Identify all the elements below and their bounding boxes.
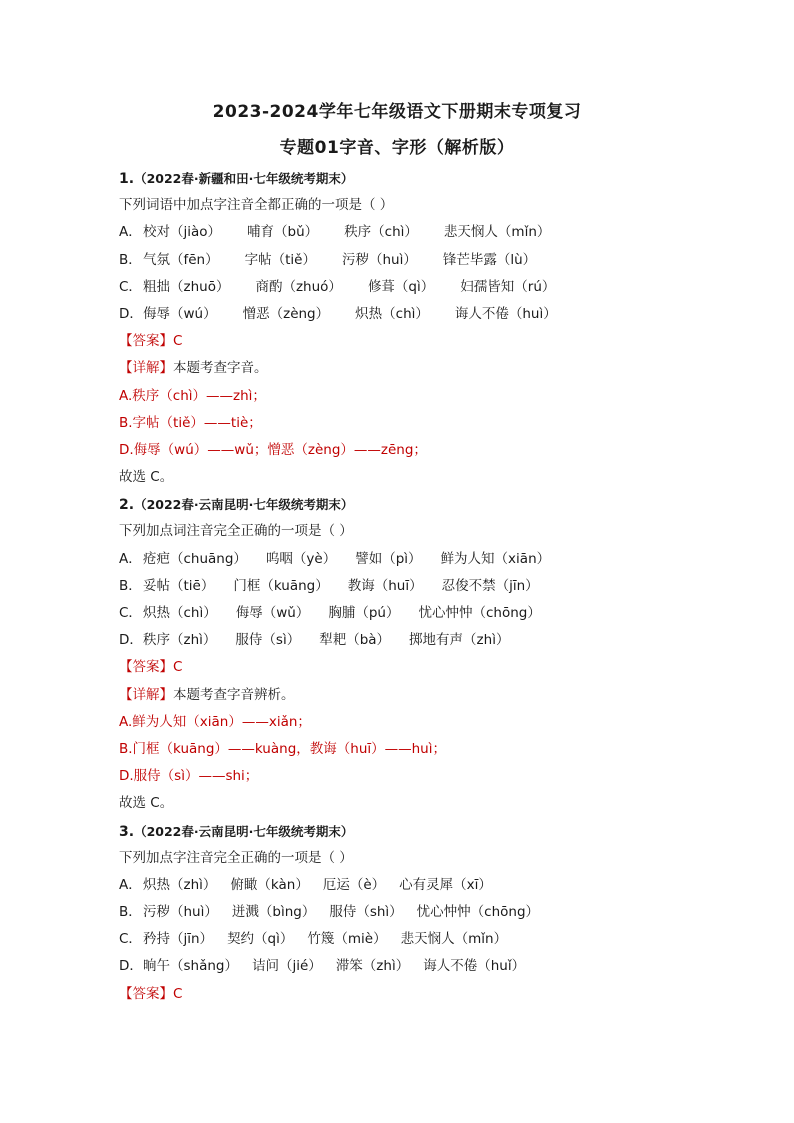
document-content <box>119 165 719 1008</box>
option-word: 掷地有声（zhì） <box>409 632 510 649</box>
option-word: 炽热（chì） <box>355 305 429 322</box>
question-2-option-a <box>119 546 719 573</box>
document-subtitle: 专题01字音、字形（解析版） <box>279 138 515 158</box>
question-3-number: 3. <box>119 823 135 840</box>
detail-tag: 【详解】 <box>119 686 173 703</box>
question-2-detail-line: B.门框（kuāng）——kuàng，教诲（huī）——huì； <box>119 740 446 757</box>
question-1-option-a <box>119 219 719 246</box>
question-1-option-d <box>119 301 719 328</box>
option-word: 诘问（jié） <box>252 958 322 975</box>
detail-intro-text: 本题考查字音。 <box>173 360 268 377</box>
question-2-number: 2. <box>119 497 135 514</box>
option-word: 污秽（huì） <box>341 251 417 268</box>
answer-tag: 【答案】 <box>119 659 173 676</box>
question-3-answer <box>119 981 719 1008</box>
option-word: 秩序（chì） <box>344 224 418 241</box>
question-1-stem: 下列词语中加点字注音全都正确的一项是（ ） <box>119 197 394 214</box>
question-2-header <box>119 491 719 518</box>
option-word: 修葺（qì） <box>367 278 435 295</box>
option-word: 教诲（huī） <box>347 577 423 594</box>
option-word: 校对（jiào） <box>143 224 222 241</box>
question-1-detail-intro <box>119 355 719 382</box>
question-2-stem: 下列加点词注音完全正确的一项是（ ） <box>119 523 353 540</box>
option-word: 侮辱（wú） <box>143 305 217 322</box>
question-1-conclusion: 故选 C。 <box>119 469 174 486</box>
option-word: 忍俊不禁（jīn） <box>441 577 539 594</box>
question-2-answer <box>119 654 719 681</box>
option-label: D． <box>119 305 143 322</box>
option-word: 疮疤（chuāng） <box>143 550 247 567</box>
question-2-detail-line: D.服侍（sì）——shi； <box>119 768 259 785</box>
option-word: 忧心忡忡（chōng） <box>418 605 541 621</box>
question-1-option-c <box>119 274 719 301</box>
question-3-option-d <box>119 953 719 980</box>
question-3-option-c <box>119 926 719 953</box>
document-title: 2023-2024学年七年级语文下册期末专项复习 <box>212 102 582 122</box>
option-word: 胸脯（pú） <box>328 605 400 621</box>
question-1-answer <box>119 328 719 355</box>
option-word: 呜咽（yè） <box>265 550 337 567</box>
option-word: 鲜为人知（xiān） <box>440 550 551 567</box>
option-word: 侮辱（wǔ） <box>235 605 310 621</box>
question-3-option-b <box>119 899 719 926</box>
option-word: 哺育（bǔ） <box>247 224 319 241</box>
option-word: 晌午（shǎng） <box>143 958 238 975</box>
option-word: 契约（qì） <box>227 931 294 948</box>
option-word: 粗拙（zhuō） <box>143 278 230 295</box>
option-label: C． <box>119 278 142 295</box>
option-word: 服侍（shì） <box>329 904 403 921</box>
option-word: 犁耙（bà） <box>319 632 391 649</box>
question-1-source: （2022春·新疆和田·七年级统考期末） <box>134 171 354 186</box>
option-word: 矜持（jīn） <box>143 931 214 948</box>
question-2-option-d <box>119 627 719 654</box>
option-word: 悲天悯人（mǐn） <box>400 931 508 948</box>
option-word: 忧心忡忡（chōng） <box>416 904 540 921</box>
question-2-option-c <box>119 600 719 627</box>
option-word: 诲人不倦（huǐ） <box>423 958 526 975</box>
option-word: 秩序（zhì） <box>143 632 217 649</box>
question-3-option-a <box>119 872 719 899</box>
option-label: C． <box>119 931 142 948</box>
option-word: 炽热（chì） <box>143 605 217 621</box>
question-2-detail-intro <box>119 682 719 709</box>
option-word: 污秽（huì） <box>143 904 218 921</box>
option-label: D． <box>119 958 143 975</box>
option-word: 气氛（fēn） <box>143 251 219 268</box>
question-2-detail-line: A.鲜为人知（xiān）——xiǎn； <box>119 713 311 730</box>
question-2-source: （2022春·云南昆明·七年级统考期末） <box>134 497 354 513</box>
question-1-detail-line: D.侮辱（wú）——wǔ；憎恶（zèng）——zēng； <box>119 441 427 458</box>
option-label: A． <box>119 224 142 241</box>
option-word: 妇孺皆知（rú） <box>460 278 556 295</box>
option-label: D． <box>119 632 143 649</box>
option-word: 妥帖（tiē） <box>143 577 215 594</box>
answer-tag: 【答案】 <box>119 985 173 1002</box>
answer-tag: 【答案】 <box>119 333 173 350</box>
option-label: B． <box>119 251 142 268</box>
option-label: B． <box>119 577 142 594</box>
option-word: 竹篾（miè） <box>307 931 387 948</box>
option-word: 商酌（zhuó） <box>255 278 342 295</box>
question-1-detail-line: A.秩序（chì）——zhì； <box>119 387 266 404</box>
option-word: 憎恶（zèng） <box>242 305 330 322</box>
option-word: 炽热（zhì） <box>143 876 217 893</box>
answer-value: C <box>173 985 183 1002</box>
question-1-header <box>119 165 719 192</box>
question-2-conclusion: 故选 C。 <box>119 795 174 812</box>
option-word: 门框（kuāng） <box>233 577 329 594</box>
option-label: A． <box>119 550 142 567</box>
question-1-option-b <box>119 247 719 274</box>
answer-value: C <box>173 659 183 676</box>
option-word: 诲人不倦（huì） <box>454 305 557 322</box>
option-word: 服侍（sì） <box>235 632 301 649</box>
question-1-detail-line: B.字帖（tiě）——tiè； <box>119 414 262 431</box>
option-word: 字帖（tiě） <box>244 251 316 268</box>
question-3-header <box>119 818 719 845</box>
question-3-source: （2022春·云南昆明·七年级统考期末） <box>134 823 354 839</box>
question-3-stem: 下列加点字注音完全正确的一项是（ ） <box>119 849 353 866</box>
option-word: 心有灵犀（xī） <box>399 876 492 893</box>
option-label: A． <box>119 876 142 893</box>
question-2-option-b <box>119 573 719 600</box>
detail-intro-text: 本题考查字音辨析。 <box>173 686 295 703</box>
option-word: 厄运（è） <box>322 876 386 893</box>
option-word: 迸溅（bìng） <box>231 904 316 921</box>
option-word: 滞笨（zhì） <box>335 958 410 975</box>
option-word: 悲天悯人（mǐn） <box>443 224 551 241</box>
option-label: B． <box>119 904 142 921</box>
detail-tag: 【详解】 <box>119 360 173 377</box>
option-word: 譬如（pì） <box>355 550 422 567</box>
option-word: 锋芒毕露（lù） <box>442 251 537 268</box>
option-word: 俯瞰（kàn） <box>230 876 309 893</box>
option-label: C． <box>119 605 142 621</box>
question-1-number: 1. <box>119 171 135 187</box>
answer-value: C <box>173 333 183 350</box>
